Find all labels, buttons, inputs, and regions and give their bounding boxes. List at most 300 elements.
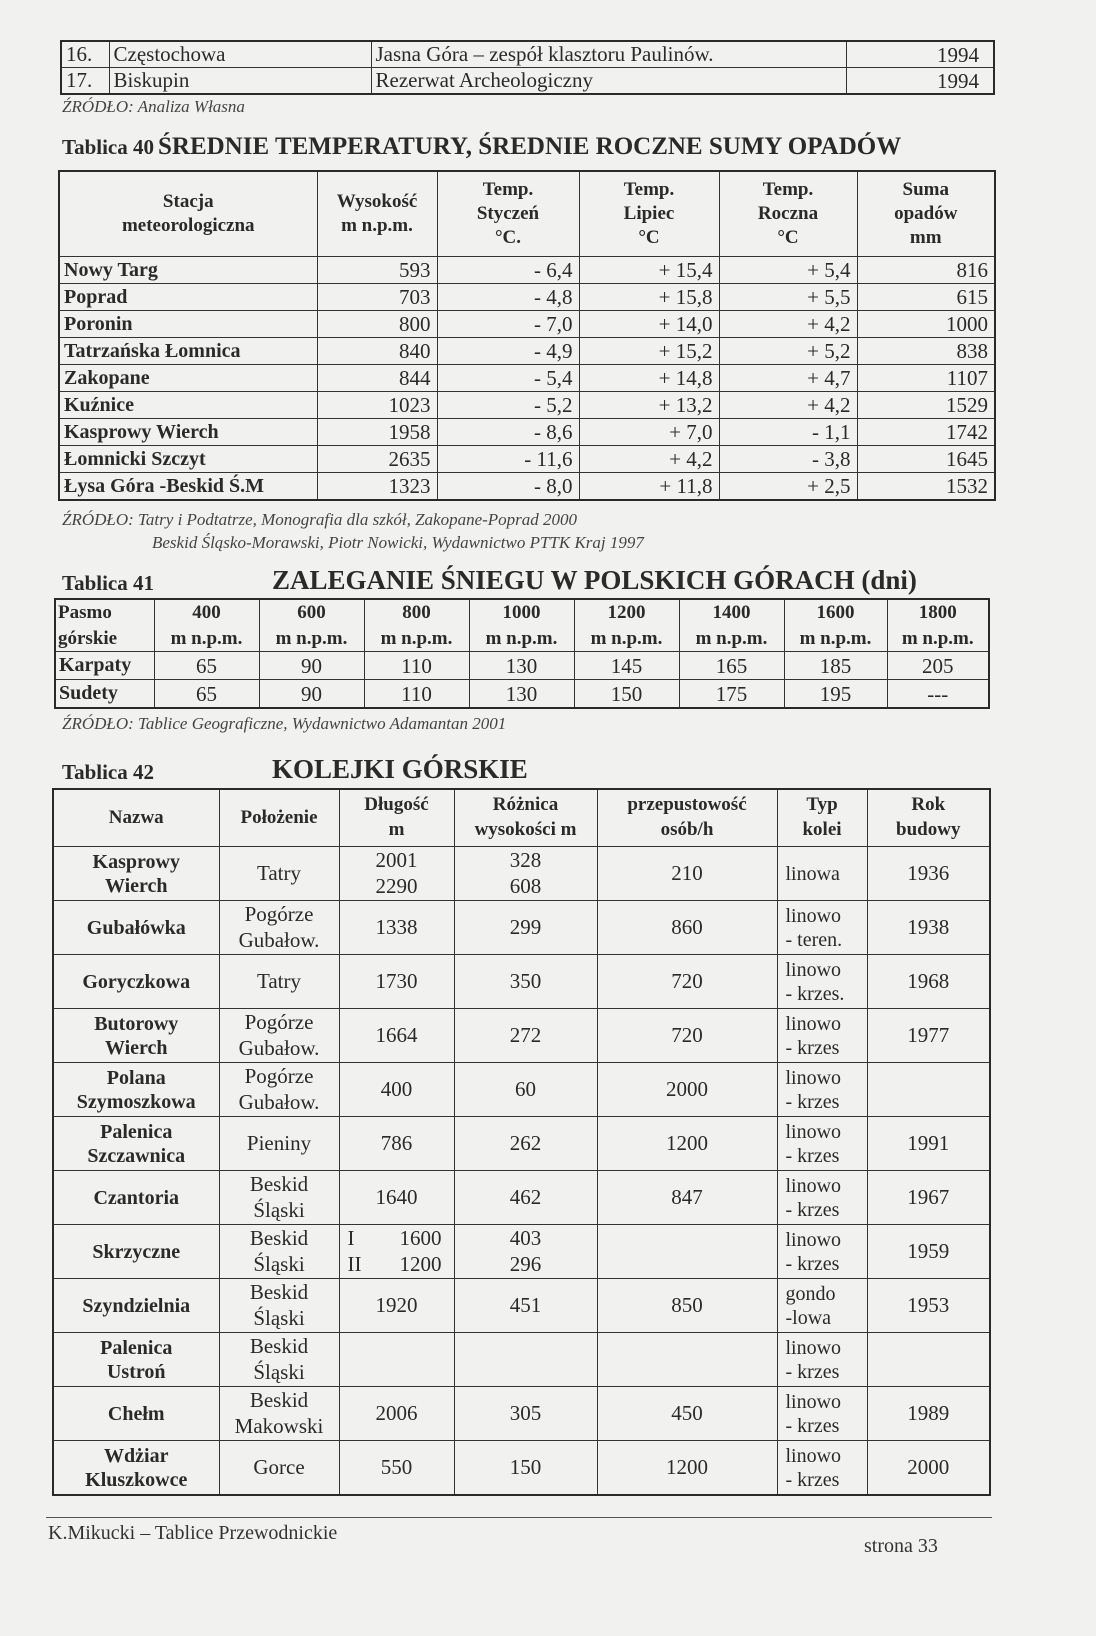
railway-location-line: Beskid <box>249 1388 309 1413</box>
station-altitude: 840 <box>317 338 437 365</box>
station-jul: + 14,0 <box>579 311 719 338</box>
railway-name <box>53 1171 219 1225</box>
table42-header-cell-line: wysokości m <box>474 819 577 840</box>
railway-length-line: 550 <box>380 1454 413 1479</box>
object-name: Jasna Góra – zespół klasztoru Paulinów. <box>371 41 846 68</box>
altitude-unit: m n.p.m. <box>485 627 558 649</box>
railway-type-line: - krzes <box>785 1144 840 1167</box>
railway-type-line: linowo <box>785 1336 842 1359</box>
station-annual: - 3,8 <box>719 446 857 473</box>
station-altitude: 800 <box>317 311 437 338</box>
range-name: Sudety <box>55 680 154 709</box>
railway-length <box>339 955 454 1009</box>
table40-source-line2: Beskid Śląsko-Morawski, Piotr Nowicki, Wydawnictwo PTTK Kraj 1997 <box>152 533 644 552</box>
railway-name <box>53 1117 219 1171</box>
railway-year: 1967 <box>867 1171 990 1225</box>
altitude-header <box>469 599 574 652</box>
railway-type-line: linowo <box>785 1228 842 1251</box>
station-name: Tatrzańska Łomnica <box>59 338 317 365</box>
railway-location-line: Beskid <box>249 1172 309 1197</box>
railway-location-line: Gorce <box>253 1454 305 1479</box>
altitude-unit: m n.p.m. <box>901 627 974 649</box>
railway-location <box>219 1009 339 1063</box>
railway-type-line: gondo <box>785 1282 836 1305</box>
table-row <box>53 955 990 1009</box>
railway-location <box>219 1279 339 1333</box>
railway-name <box>53 1279 219 1333</box>
station-jul: + 11,8 <box>579 473 719 501</box>
railway-length <box>339 1117 454 1171</box>
snow-days: 90 <box>259 680 364 709</box>
railway-name-line: Skrzyczne <box>92 1240 181 1263</box>
table-row <box>53 1333 990 1387</box>
railway-type <box>777 1387 867 1441</box>
section-label: II <box>347 1251 362 1276</box>
station-altitude: 1023 <box>317 392 437 419</box>
railway-type-line: - krzes <box>785 1360 840 1383</box>
table42-header-cell-line: Położenie <box>240 806 318 828</box>
railway-type-line: - krzes <box>785 1198 840 1221</box>
railway-year: 2000 <box>867 1441 990 1496</box>
table-row <box>53 847 990 901</box>
snow-days: --- <box>887 680 989 709</box>
railway-year: 1968 <box>867 955 990 1009</box>
railway-name <box>53 1009 219 1063</box>
snow-days: 130 <box>469 652 574 680</box>
railway-height-diff-line: 150 <box>509 1454 542 1479</box>
railway-length <box>339 1279 454 1333</box>
table-row <box>53 1441 990 1496</box>
table42-header-cell <box>339 789 454 847</box>
station-name: Łysa Góra -Beskid Ś.M <box>59 473 317 501</box>
railway-name-line: Butorowy <box>94 1012 179 1035</box>
table40-header-cell-line: °C. <box>494 226 522 248</box>
railway-location <box>219 1333 339 1387</box>
altitude-header <box>887 599 989 652</box>
station-altitude: 2635 <box>317 446 437 473</box>
railway-capacity: 210 <box>597 847 777 901</box>
railway-type-line: - krzes <box>785 1414 840 1437</box>
altitude-unit: m n.p.m. <box>380 627 453 649</box>
year: 1994 <box>846 68 994 95</box>
railway-type-line: - krzes <box>785 1090 840 1113</box>
object-name: Rezerwat Archeologiczny <box>371 68 846 95</box>
railway-name <box>53 1225 219 1279</box>
station-precip: 838 <box>857 338 995 365</box>
railway-height-diff <box>454 847 597 901</box>
railway-length <box>339 1333 454 1387</box>
railway-name <box>53 1063 219 1117</box>
altitude-value: 1000 <box>502 602 541 623</box>
railway-type-line: - krzes. <box>785 982 845 1005</box>
railway-length <box>339 1009 454 1063</box>
table41-title: ZALEGANIE ŚNIEGU W POLSKICH GÓRACH (dni) <box>272 565 917 595</box>
table42-title: KOLEJKI GÓRSKIE <box>272 754 528 784</box>
railway-name-line: Kasprowy <box>92 850 180 873</box>
station-jan: - 7,0 <box>437 311 579 338</box>
altitude-unit: m n.p.m. <box>275 627 348 649</box>
railway-height-diff-line: 403 <box>509 1226 542 1251</box>
railway-type-line: linowo <box>785 904 842 927</box>
railway-name-line: Czantoria <box>93 1186 180 1209</box>
railway-height-diff-line: 296 <box>509 1251 542 1276</box>
footer-author: K.Mikucki – Tablice Przewodnickie <box>48 1522 338 1544</box>
railway-year: 1938 <box>867 901 990 955</box>
railway-location-line: Śląski <box>253 1359 305 1384</box>
railway-type <box>777 1333 867 1387</box>
railway-type <box>777 1009 867 1063</box>
altitude-unit: m n.p.m. <box>799 627 872 649</box>
table-row <box>59 473 995 501</box>
table40-header-cell <box>719 171 857 257</box>
table-row <box>53 1171 990 1225</box>
railway-name-line: Wdżiar <box>104 1444 169 1467</box>
section-label: I <box>347 1226 355 1251</box>
table42-header-cell-line: Długość <box>364 794 429 816</box>
railway-length-line: 2001 <box>375 848 418 873</box>
table42-header-cell <box>53 789 219 847</box>
station-jul: + 4,2 <box>579 446 719 473</box>
table42-header-cell-line: Rok <box>911 794 946 816</box>
table40-header-cell-line: mm <box>909 226 942 248</box>
railway-capacity: 450 <box>597 1387 777 1441</box>
table40-header-cell-line: Lipiec <box>623 203 675 225</box>
station-jan: - 4,8 <box>437 284 579 311</box>
station-annual: + 4,2 <box>719 311 857 338</box>
railway-location-line: Śląski <box>253 1305 305 1330</box>
station-jul: + 15,8 <box>579 284 719 311</box>
railway-length-line: 1920 <box>375 1292 418 1317</box>
section-length: 1600 <box>399 1226 442 1251</box>
table-row <box>59 446 995 473</box>
table40-header-cell <box>579 171 719 257</box>
railway-type-line: linowo <box>785 1012 842 1035</box>
railway-type <box>777 847 867 901</box>
railway-location-line: Pogórze <box>244 1064 314 1089</box>
table42-header-cell-line: kolei <box>802 819 842 840</box>
railway-location <box>219 901 339 955</box>
altitude-value: 400 <box>192 602 221 623</box>
snow-days: 145 <box>574 652 679 680</box>
railway-type <box>777 1063 867 1117</box>
railway-height-diff <box>454 1279 597 1333</box>
railway-height-diff-line: 350 <box>509 968 542 993</box>
table41-header-range-line: górskie <box>58 627 118 649</box>
range-name: Karpaty <box>55 652 154 680</box>
table-row <box>59 419 995 446</box>
station-name: Łomnicki Szczyt <box>59 446 317 473</box>
railway-type-line: - krzes <box>785 1036 840 1059</box>
station-precip: 615 <box>857 284 995 311</box>
station-annual: + 5,5 <box>719 284 857 311</box>
station-annual: - 1,1 <box>719 419 857 446</box>
railway-length-line: 1664 <box>375 1022 418 1047</box>
railway-height-diff <box>454 1441 597 1496</box>
station-jan: - 5,4 <box>437 365 579 392</box>
table42-header-cell-line: przepustowość <box>627 794 747 816</box>
railway-name-line: Polana <box>106 1066 166 1089</box>
railway-location-line: Gubałow. <box>238 927 320 952</box>
railway-name-line: Palenica <box>100 1336 173 1359</box>
table40-header-cell-line: Roczna <box>757 203 819 225</box>
station-altitude: 1323 <box>317 473 437 501</box>
station-altitude: 593 <box>317 257 437 284</box>
railway-location <box>219 1063 339 1117</box>
station-precip: 1529 <box>857 392 995 419</box>
railway-capacity <box>597 1333 777 1387</box>
railway-height-diff <box>454 1225 597 1279</box>
railway-height-diff-line: 451 <box>509 1292 542 1317</box>
table42-header-cell-line: Typ <box>806 794 838 816</box>
table42-header-cell <box>777 789 867 847</box>
station-precip: 1742 <box>857 419 995 446</box>
railway-name <box>53 901 219 955</box>
railway-type-line: - teren. <box>785 928 843 951</box>
table40-title: ŚREDNIE TEMPERATURY, ŚREDNIE ROCZNE SUMY OPADÓW <box>158 133 902 160</box>
railway-type <box>777 1441 867 1496</box>
railway-length <box>339 1225 454 1279</box>
table41-source: ŹRÓDŁO: Tablice Geograficzne, Wydawnictwo Adamantan 2001 <box>62 714 507 733</box>
railway-location-line: Beskid <box>249 1226 309 1251</box>
station-jan: - 8,0 <box>437 473 579 501</box>
railway-capacity: 860 <box>597 901 777 955</box>
railway-height-diff-line: 272 <box>509 1022 542 1047</box>
table42-header-cell-line: osób/h <box>660 819 714 840</box>
railway-name <box>53 847 219 901</box>
table40-header-cell-line: Temp. <box>762 179 814 201</box>
railway-year <box>867 1333 990 1387</box>
railway-location-line: Gubałow. <box>238 1089 320 1114</box>
table-row <box>59 284 995 311</box>
station-jan: - 5,2 <box>437 392 579 419</box>
footer-divider <box>46 1517 992 1518</box>
table-row <box>53 1225 990 1279</box>
railway-height-diff-line: 299 <box>509 914 542 939</box>
station-annual: + 4,7 <box>719 365 857 392</box>
railway-capacity: 1200 <box>597 1441 777 1496</box>
railway-year: 1959 <box>867 1225 990 1279</box>
table40-header-cell-line: meteorologiczna <box>121 215 255 236</box>
station-jul: + 14,8 <box>579 365 719 392</box>
snow-days: 110 <box>364 680 469 709</box>
station-precip: 1000 <box>857 311 995 338</box>
altitude-unit: m n.p.m. <box>590 627 663 649</box>
altitude-value: 600 <box>297 602 326 623</box>
railway-type-line: linowo <box>785 1444 842 1467</box>
railway-length-line <box>344 1252 450 1277</box>
table-row <box>59 338 995 365</box>
table40-source-line1: ŹRÓDŁO: Tatry i Podtatrze, Monografia dla szkół, Zakopane-Poprad 2000 <box>62 510 578 529</box>
altitude-value: 1200 <box>607 602 646 623</box>
railway-capacity: 720 <box>597 955 777 1009</box>
railway-location <box>219 1441 339 1496</box>
table42-header-cell <box>219 789 339 847</box>
table-row <box>53 1063 990 1117</box>
station-precip: 1532 <box>857 473 995 501</box>
station-precip: 816 <box>857 257 995 284</box>
railway-type-line: linowa <box>785 862 840 885</box>
railway-location-line: Tatry <box>256 860 301 885</box>
table40-header-cell-line: Stacja <box>162 191 214 213</box>
railway-type-line: linowo <box>785 1174 842 1197</box>
railway-length <box>339 1171 454 1225</box>
source-note-top: ŹRÓDŁO: Analiza Własna <box>62 97 245 116</box>
table41-header-range <box>55 599 154 652</box>
row-number: 17. <box>61 68 109 95</box>
railway-height-diff <box>454 901 597 955</box>
railway-name-line: Szymoszkowa <box>76 1090 196 1113</box>
railway-capacity: 1200 <box>597 1117 777 1171</box>
railway-location <box>219 1171 339 1225</box>
railway-capacity: 847 <box>597 1171 777 1225</box>
railway-capacity: 720 <box>597 1009 777 1063</box>
table41-header-row <box>55 599 989 652</box>
snow-days: 175 <box>679 680 784 709</box>
place-name: Biskupin <box>109 68 371 95</box>
railway-length-line: 2006 <box>375 1400 418 1425</box>
table40-label: Tablica 40 <box>62 135 154 159</box>
table-row <box>53 1279 990 1333</box>
row-number: 16. <box>61 41 109 68</box>
railway-height-diff <box>454 955 597 1009</box>
station-precip: 1107 <box>857 365 995 392</box>
railway-location-line: Makowski <box>234 1413 324 1438</box>
railway-type-line: -lowa <box>785 1306 832 1329</box>
railway-name-line: Palenica <box>100 1120 173 1143</box>
snow-days: 65 <box>154 680 259 709</box>
railway-length <box>339 901 454 955</box>
railway-capacity <box>597 1225 777 1279</box>
railway-name-line: Wierch <box>104 1036 168 1059</box>
railway-year: 1936 <box>867 847 990 901</box>
railway-type <box>777 1225 867 1279</box>
altitude-header <box>574 599 679 652</box>
table42-header-cell <box>597 789 777 847</box>
railway-name-line: Chełm <box>107 1402 165 1425</box>
table-row <box>59 392 995 419</box>
railway-year: 1991 <box>867 1117 990 1171</box>
station-name: Nowy Targ <box>59 257 317 284</box>
table-row <box>55 652 989 680</box>
station-name: Poronin <box>59 311 317 338</box>
railway-height-diff <box>454 1333 597 1387</box>
table42-header-cell-line: Nazwa <box>108 806 164 828</box>
railway-type <box>777 901 867 955</box>
railway-year <box>867 1063 990 1117</box>
railway-length-line: 1338 <box>375 914 418 939</box>
station-name: Zakopane <box>59 365 317 392</box>
table42-header-cell-line: Różnica <box>492 794 559 816</box>
railway-length-line: 400 <box>380 1076 413 1101</box>
railway-height-diff-line: 608 <box>509 873 542 898</box>
table-row <box>53 1117 990 1171</box>
railway-capacity: 850 <box>597 1279 777 1333</box>
railway-name-line: Ustroń <box>106 1360 166 1383</box>
railway-type <box>777 1171 867 1225</box>
railway-height-diff-line: 262 <box>509 1130 542 1155</box>
altitude-header <box>154 599 259 652</box>
railway-length-line: 2290 <box>375 873 418 898</box>
snow-days: 90 <box>259 652 364 680</box>
table40-header-cell-line: opadów <box>894 203 958 225</box>
station-name: Kuźnice <box>59 392 317 419</box>
table42-label: Tablica 42 <box>62 760 154 784</box>
railway-type <box>777 1279 867 1333</box>
altitude-value: 1600 <box>816 602 855 623</box>
station-jan: - 6,4 <box>437 257 579 284</box>
railway-name <box>53 1333 219 1387</box>
table40-header-cell <box>857 171 995 257</box>
railway-height-diff-line: 462 <box>509 1184 542 1209</box>
table-row <box>59 311 995 338</box>
railway-location-line: Beskid <box>249 1334 309 1359</box>
railway-name <box>53 1387 219 1441</box>
station-jan: - 11,6 <box>437 446 579 473</box>
place-name: Częstochowa <box>109 41 371 68</box>
railway-location-line: Pieniny <box>246 1130 312 1155</box>
station-altitude: 844 <box>317 365 437 392</box>
station-jul: + 13,2 <box>579 392 719 419</box>
altitude-header <box>784 599 887 652</box>
station-jan: - 8,6 <box>437 419 579 446</box>
table41-label: Tablica 41 <box>62 571 154 595</box>
railway-location <box>219 1225 339 1279</box>
page-number: strona 33 <box>864 1535 938 1557</box>
railway-length <box>339 1387 454 1441</box>
railway-name-line: Szyndzielnia <box>82 1294 191 1317</box>
railway-year: 1953 <box>867 1279 990 1333</box>
railway-length-line <box>344 1226 450 1251</box>
snow-days: 165 <box>679 652 784 680</box>
year: 1994 <box>846 41 994 68</box>
station-altitude: 703 <box>317 284 437 311</box>
railway-location <box>219 1387 339 1441</box>
railway-type-line: linowo <box>785 958 842 981</box>
altitude-unit: m n.p.m. <box>170 627 243 649</box>
railway-location <box>219 955 339 1009</box>
railway-height-diff <box>454 1063 597 1117</box>
station-altitude: 1958 <box>317 419 437 446</box>
table40-header-cell <box>59 171 317 257</box>
railway-location-line: Gubałow. <box>238 1035 320 1060</box>
table-row <box>59 365 995 392</box>
railway-name <box>53 955 219 1009</box>
monuments-table-continuation <box>60 40 995 95</box>
altitude-header <box>364 599 469 652</box>
altitude-value: 1400 <box>712 602 751 623</box>
table40-header-cell-line: Suma <box>902 179 949 201</box>
railway-capacity: 2000 <box>597 1063 777 1117</box>
railway-height-diff <box>454 1009 597 1063</box>
station-jul: + 15,2 <box>579 338 719 365</box>
table42-header-cell-line: m <box>388 819 405 840</box>
station-annual: + 4,2 <box>719 392 857 419</box>
railway-location-line: Śląski <box>253 1251 305 1276</box>
railway-type-line: linowo <box>785 1066 842 1089</box>
table-row <box>53 1387 990 1441</box>
station-annual: + 2,5 <box>719 473 857 501</box>
table-row <box>55 680 989 709</box>
snow-days: 195 <box>784 680 887 709</box>
snow-days: 130 <box>469 680 574 709</box>
station-annual: + 5,4 <box>719 257 857 284</box>
railway-name <box>53 1441 219 1496</box>
table40-header-cell <box>317 171 437 257</box>
railway-name-line: Kluszkowce <box>85 1468 188 1491</box>
railway-height-diff-line: 305 <box>509 1400 542 1425</box>
railway-length-line: 1640 <box>375 1184 418 1209</box>
table42-header-cell <box>454 789 597 847</box>
